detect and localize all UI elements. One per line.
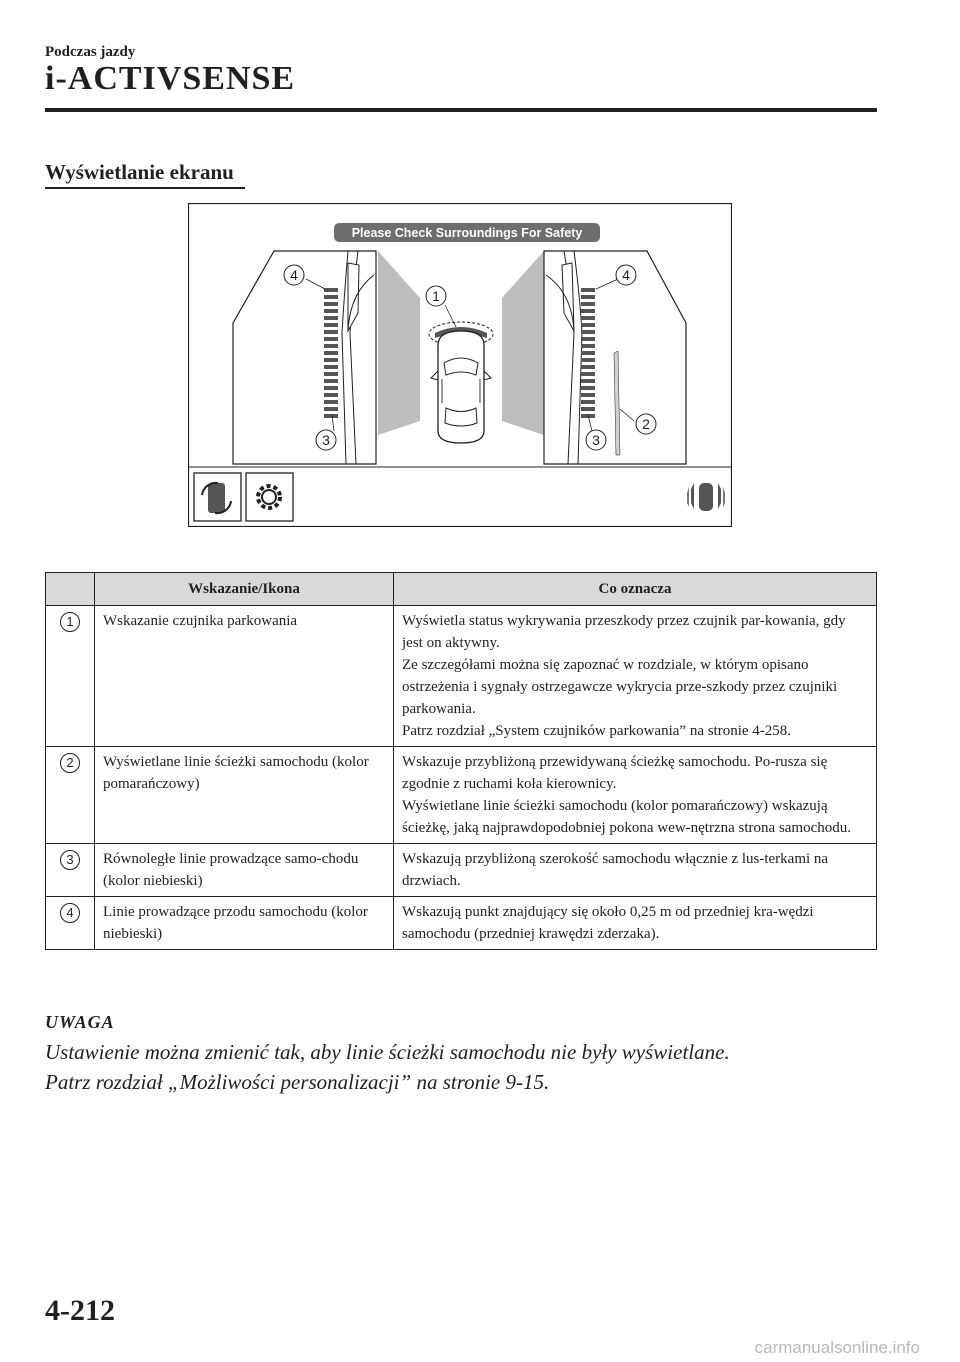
section-label: Podczas jazdy [45, 44, 136, 60]
indicator-cell: Linie prowadzące przodu samochodu (kolor niebieski) [95, 897, 394, 950]
subsection-title: Wyświetlanie ekranu [45, 160, 245, 189]
meaning-paragraph: Wskazują punkt znajdujący się około 0,25 m od przedniej kra-wędzi samochodu (przedniej krawędzi zderzaka). [402, 904, 814, 942]
table-row [46, 897, 877, 950]
header-blank [46, 573, 95, 606]
meaning-paragraph: Wskazuje przybliżoną przewidywaną ścieżkę samochodu. Po-rusza się zgodnie z ruchami koła kierownicy. [402, 754, 828, 792]
right-side-view [544, 251, 686, 464]
indicator-cell: Wskazanie czujnika parkowania [95, 606, 394, 747]
page-number: 4-212 [45, 1294, 115, 1327]
table-row [46, 747, 877, 844]
indicator-table [45, 572, 877, 950]
callout-2-label: 2 [642, 416, 650, 432]
safety-banner-text: Please Check Surroundings For Safety [351, 226, 583, 240]
meaning-paragraph: Wyświetlane linie ścieżki samochodu (kolor pomarańczowy) wskazują ścieżkę, jaką najprawdopodobniej pokona wew-nętrzna strona samochodu. [402, 798, 852, 836]
meaning-cell [394, 606, 877, 747]
header-rule [45, 108, 877, 112]
meaning-cell [394, 844, 877, 897]
note-heading: UWAGA [45, 1012, 115, 1032]
indicator-cell: Wyświetlane linie ścieżki samochodu (kolor pomarańczowy) [95, 747, 394, 844]
callout-3-right-label: 3 [592, 432, 600, 448]
callout-badge: 4 [60, 903, 80, 923]
watermark: carmanualsonline.info [754, 1338, 920, 1357]
meaning-paragraph: Wskazują przybliżoną szerokość samochodu włącznie z lus-terkami na drzwiach. [402, 851, 829, 889]
meaning-cell [394, 897, 877, 950]
chapter-title: i-ACTIVSENSE [45, 60, 296, 97]
table-row [46, 606, 877, 747]
callout-badge: 1 [60, 612, 80, 632]
note-text: Ustawienie można zmienić tak, aby linie ścieżki samochodu nie były wyświetlane. [45, 1040, 730, 1064]
callout-badge: 2 [60, 753, 80, 773]
table-row [46, 844, 877, 897]
callout-badge: 3 [60, 850, 80, 870]
note-reference: Patrz rozdział „Możliwości personalizacji” na stronie 9-15. [45, 1070, 550, 1094]
callout-3-left-label: 3 [322, 432, 330, 448]
meaning-paragraph: Wyświetla status wykrywania przeszkody przez czujnik par-kowania, gdy jest on aktywny. [402, 613, 846, 651]
callout-4-left-label: 4 [290, 267, 298, 283]
header-meaning: Co oznacza [394, 573, 877, 606]
camera-screen-figure [188, 203, 732, 527]
meaning-paragraph: Patrz rozdział „System czujników parkowania” na stronie 4-258. [402, 723, 792, 739]
indicator-cell: Równoległe linie prowadzące samo-chodu (kolor niebieski) [95, 844, 394, 897]
callout-1-label: 1 [432, 288, 440, 304]
callout-4-right-label: 4 [622, 267, 630, 283]
table-header-row [46, 573, 877, 606]
meaning-cell [394, 747, 877, 844]
settings-gear-icon[interactable] [246, 473, 293, 521]
view-switch-icon[interactable] [194, 473, 241, 521]
header-indicator: Wskazanie/Ikona [95, 573, 394, 606]
meaning-paragraph: Ze szczegółami można się zapoznać w rozdziale, w którym opisano ostrzeżenia i sygnały ostrzegawcze wykrycia prze-szkody przez czujniki parkowania. [402, 657, 838, 717]
